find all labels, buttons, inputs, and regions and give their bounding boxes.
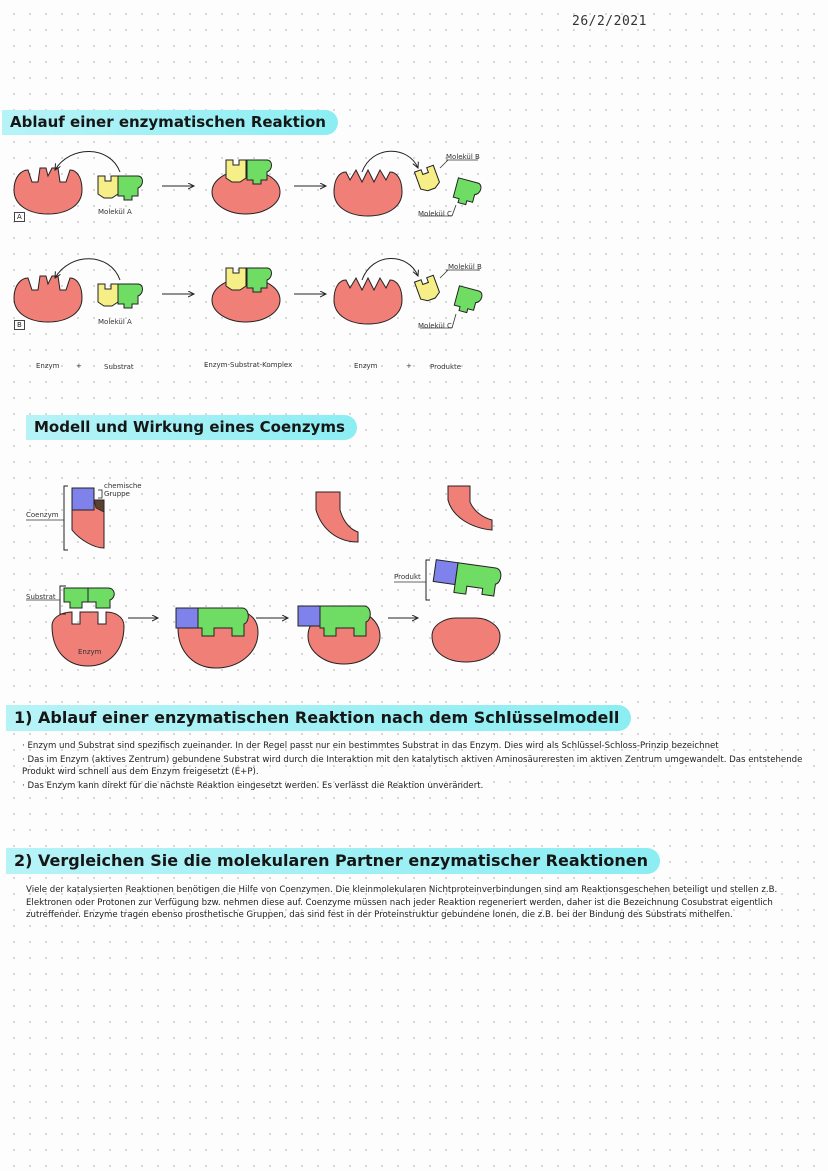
coenzyme-complex-1 <box>176 608 258 668</box>
section-title-coenzyme: Modell und Wirkung eines Coenzyms <box>26 415 357 440</box>
row-a-complex <box>212 160 280 214</box>
row-a-marker: A <box>14 212 25 222</box>
caption-plus-2: + <box>406 362 412 370</box>
caption-plus-1: + <box>76 362 82 370</box>
row-b-product2-label: Molekül C <box>418 322 452 330</box>
row-a-product1-label: Molekül B <box>446 153 480 161</box>
caption-products: Produkte <box>430 363 462 371</box>
caption-enzyme: Enzym <box>36 362 60 370</box>
row-b-product1-label: Molekül B <box>448 263 482 271</box>
coenzyme-enzyme-label: Enzym <box>78 648 102 656</box>
row-b-enzyme-after <box>334 278 402 324</box>
row-a-enzyme <box>14 168 82 214</box>
row-a-curved-arrow <box>55 151 120 172</box>
row-a-substrate <box>98 176 143 200</box>
row-a-enzyme-after <box>334 170 402 216</box>
enzyme-fragment-1 <box>316 492 358 542</box>
coenzyme-model <box>64 486 104 550</box>
row-b-substrate <box>98 284 143 308</box>
row-a-products <box>414 165 482 207</box>
coenzyme-label: Coenzym <box>26 511 59 519</box>
product-label: Produkt <box>394 573 421 581</box>
section-title-molecular-partners: 2) Vergleichen Sie die molekularen Partner enzymatischer Reaktionen <box>6 848 660 874</box>
row-b-curved-arrow <box>55 259 120 280</box>
row-a-substrate-label: Molekül A <box>98 208 132 216</box>
bullet-1: · Enzym und Substrat sind spezifisch zueinander. In der Regel passt nur ein bestimmtes Substrat in das Enzym. Dies wird als Schlüssel-Schloss-Prinzip bezeichnet <box>22 740 822 752</box>
key-lock-bullets <box>22 740 822 794</box>
coenzyme-free-enzyme <box>432 618 500 662</box>
row-a-curved-arrow-2 <box>362 151 418 172</box>
row-b-substrate-label: Molekül A <box>98 318 132 326</box>
molecular-partners-text: Viele der katalysierten Reaktionen benötigen die Hilfe von Coenzymen. Die kleinmolekularen Nichtproteinverbindungen sind am Reaktionsgeschehen beteiligt und stellen z.B. Elektronen oder Protonen zur Verfügung bzw. nehmen diese auf. Coenzyme müssen nach jeder Reaktion regeneriert werden, daher ist die Bezeichnung Cosubstrat eigentlich zutreffender. Enzyme tragen ebenso prosthetische Gruppen, das sind fest in der Proteinstruktur gebundene Ionen, die z.B. bei der Bindung des Substrats mithelfen. <box>26 885 778 920</box>
section-title-enzymatic-reaction: Ablauf einer enzymatischen Reaktion <box>2 110 338 135</box>
coenzyme-complex-2 <box>298 606 380 664</box>
coenzyme-product <box>426 560 502 600</box>
caption-enzyme-2: Enzym <box>354 362 378 370</box>
chemical-group-label: chemische Gruppe <box>104 482 142 498</box>
date: 26/2/2021 <box>572 14 647 29</box>
row-a-product2-label: Molekül C <box>418 210 452 218</box>
row-b-complex <box>212 268 280 322</box>
row-b-products <box>414 275 483 315</box>
row-b-marker: B <box>14 320 25 330</box>
bullet-3: · Das Enzym kann direkt für die nächste Reaktion eingesetzt werden. Es verlässt die Reaktion unverändert. <box>22 780 822 792</box>
row-b-curved-arrow-2 <box>362 258 418 280</box>
enzyme-fragment-2 <box>448 486 492 530</box>
bullet-2: · Das im Enzym (aktives Zentrum) gebundene Substrat wird durch die Interaktion mit den katalytisch aktiven Aminosäureresten im aktiven Zentrum umgewandelt. Das entstehende Produkt wird schnell aus dem Enzym freigesetzt (E+P). <box>22 754 822 778</box>
coenzyme-substrate-label: Substrat <box>26 593 56 601</box>
caption-complex: Enzym-Substrat-Komplex <box>204 361 293 369</box>
caption-substrate: Substrat <box>104 363 134 371</box>
section-title-key-lock: 1) Ablauf einer enzymatischen Reaktion nach dem Schlüsselmodell <box>6 705 631 731</box>
row-b-enzyme <box>14 276 82 322</box>
